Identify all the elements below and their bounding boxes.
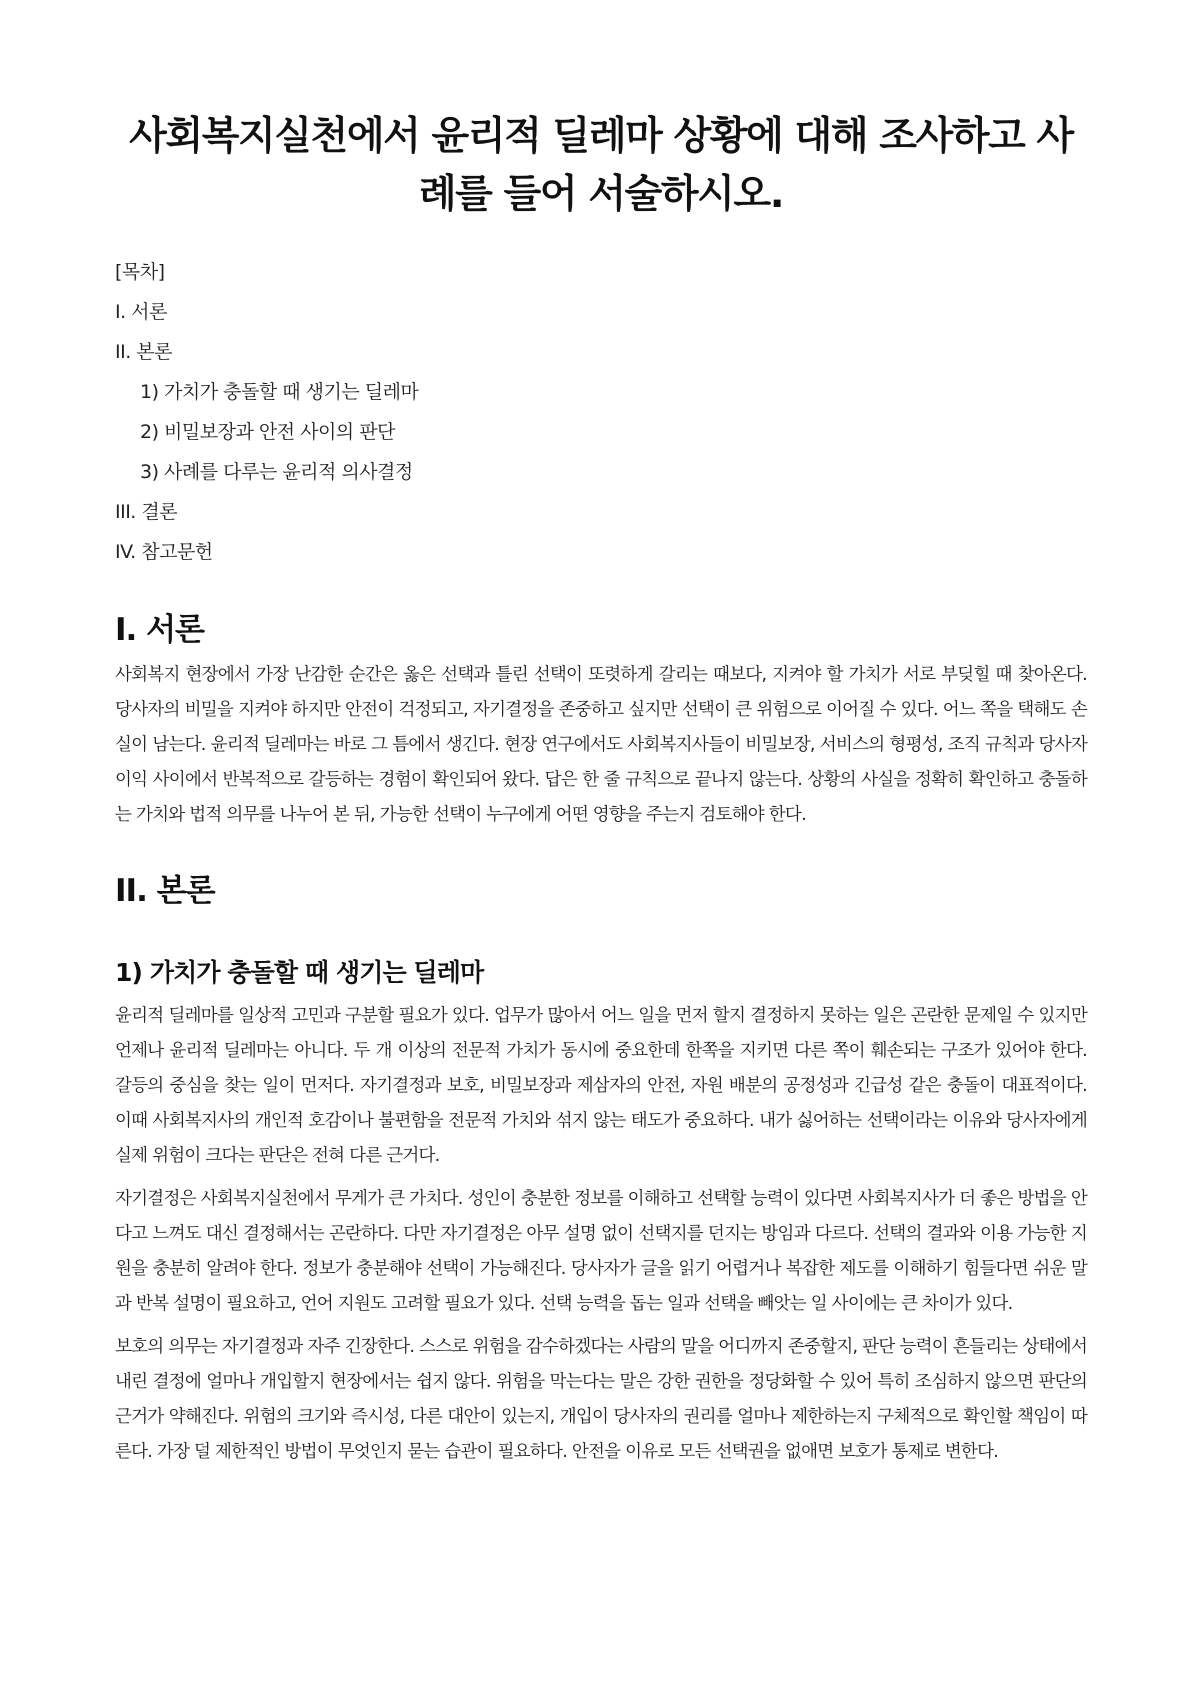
document-page xyxy=(115,108,1087,1470)
subsection-heading-1: 1) 가치가 충돌할 때 생기는 딜레마 xyxy=(115,958,484,987)
toc-item-conclusion: III. 결론 xyxy=(115,501,178,523)
toc-item-body-1: 1) 가치가 충돌할 때 생기는 딜레마 xyxy=(140,381,419,403)
section-heading-intro: I. 서론 xyxy=(115,612,204,648)
toc-item-body: II. 본론 xyxy=(115,341,172,363)
toc-item-intro: I. 서론 xyxy=(115,301,167,323)
section-heading-body: II. 본론 xyxy=(115,873,215,909)
body-paragraph-1: 윤리적 딜레마를 일상적 고민과 구분할 필요가 있다. 업무가 많아서 어느 일을 먼저 할지 결정하지 못하는 일은 곤란한 문제일 수 있지만 언제나 윤리적 딜레마는 아니다. 두 개 이상의 전문적 가치가 동시에 중요한데 한쪽을 지키면 다른 쪽이 훼손되는 구조가 있어야 한다. 갈등의 중심을 찾는 일이 먼저다. 자기결정과 보호, 비밀보장과 제삼자의 안전, 자원 배분의 공정성과 긴급성 같은 충돌이 대표적이다. 이때 사회복지사의 개인적 호감이나 불편함을 전문적 가치와 섞지 않는 태도가 중요하다. 내가 싫어하는 선택이라는 이유와 당사자에게 실제 위험이 크다는 판단은 전혀 다른 근거다. xyxy=(115,1006,1087,1166)
toc-item-references: IV. 참고문헌 xyxy=(115,541,213,563)
toc-item-body-3: 3) 사례를 다루는 윤리적 의사결정 xyxy=(140,461,413,483)
intro-paragraph: 사회복지 현장에서 가장 난감한 순간은 옳은 선택과 틀린 선택이 또렷하게 갈리는 때보다, 지켜야 할 가치가 서로 부딪힐 때 찾아온다. 당사자의 비밀을 지켜야 하지만 안전이 걱정되고, 자기결정을 존중하고 싶지만 선택이 큰 위험으로 이어질 수 있다. 어느 쪽을 택해도 손실이 남는다. 윤리적 딜레마는 바로 그 틈에서 생긴다. 현장 연구에서도 사회복지사들이 비밀보장, 서비스의 형평성, 조직 규칙과 당사자 이익 사이에서 반복적으로 갈등하는 경험이 확인되어 왔다. 답은 한 줄 규칙으로 끝나지 않는다. 상황의 사실을 정확히 확인하고 충돌하는 가치와 법적 의무를 나누어 본 뒤, 가능한 선택이 누구에게 어떤 영향을 주는지 검토해야 한다. xyxy=(115,665,1087,825)
toc-heading: [목차] xyxy=(115,261,165,283)
body-paragraph-3: 보호의 의무는 자기결정과 자주 긴장한다. 스스로 위험을 감수하겠다는 사람의 말을 어디까지 존중할지, 판단 능력이 흔들리는 상태에서 내린 결정에 얼마나 개입할지 현장에서는 쉽지 않다. 위험을 막는다는 말은 강한 권한을 정당화할 수 있어 특히 조심하지 않으면 판단의 근거가 약해진다. 위험의 크기와 즉시성, 다른 대안이 있는지, 개입이 당사자의 권리를 얼마나 제한하는지 구체적으로 확인할 책임이 따른다. 가장 덜 제한적인 방법이 무엇인지 묻는 습관이 필요하다. 안전을 이유로 모든 선택권을 없애면 보호가 통제로 변한다. xyxy=(115,1337,1087,1462)
toc-item-body-2: 2) 비밀보장과 안전 사이의 판단 xyxy=(140,421,395,443)
document-title: 사회복지실천에서 윤리적 딜레마 상황에 대해 조사하고 사례를 들어 서술하시오. xyxy=(129,114,1073,217)
table-of-contents xyxy=(115,252,1087,572)
body-paragraph-2: 자기결정은 사회복지실천에서 무게가 큰 가치다. 성인이 충분한 정보를 이해하고 선택할 능력이 있다면 사회복지사가 더 좋은 방법을 안다고 느껴도 대신 결정해서는 곤란하다. 다만 자기결정은 아무 설명 없이 선택지를 던지는 방임과 다르다. 선택의 결과와 이용 가능한 지원을 충분히 알려야 한다. 정보가 충분해야 선택이 가능해진다. 당사자가 글을 읽기 어렵거나 복잡한 제도를 이해하기 힘들다면 쉬운 말과 반복 설명이 필요하고, 언어 지원도 고려할 필요가 있다. 선택 능력을 돕는 일과 선택을 빼앗는 일 사이에는 큰 차이가 있다. xyxy=(115,1189,1087,1314)
